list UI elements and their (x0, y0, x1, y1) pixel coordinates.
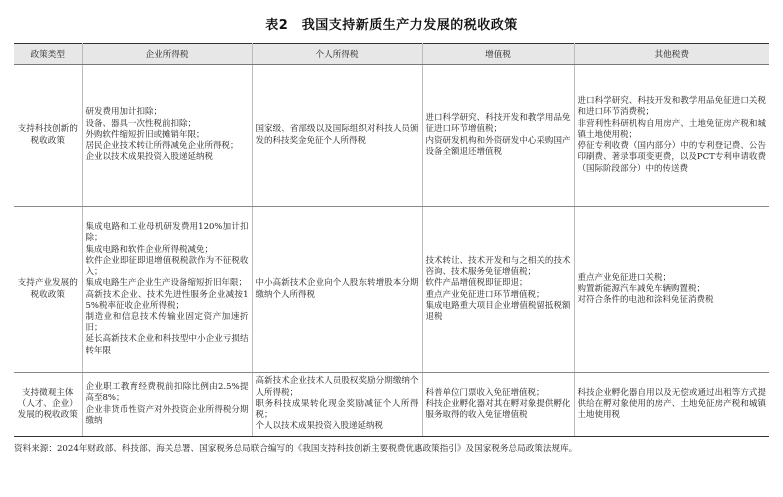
cell-vat (422, 207, 574, 373)
source-note: 资料来源：2024年财政部、科技部、海关总署、国家税务总局联合编写的《我国支持科技创新主要税费优惠政策指引》及国家税务总局政策法规库。 (14, 444, 578, 454)
table-header-row (14, 44, 769, 65)
cell-personal (252, 207, 422, 373)
policy-item: 非营利性科研机构自用房产、土地免征房产税和城镇土地使用税； (577, 118, 766, 140)
policy-item: 对符合条件的电池和涂料免征消费税 (577, 295, 714, 306)
policy-item: 集成电路生产企业生产设备缩短折旧年限； (85, 278, 248, 289)
policy-item: 中小高新技术企业向个人股东转增股本分期缴纳个人所得税 (255, 278, 419, 300)
header-other-taxes: 其他税费 (574, 44, 769, 65)
policy-item: 集成电路和工业母机研发费用120%加计扣除； (85, 222, 249, 244)
header-personal-income-tax: 个人所得税 (252, 44, 422, 65)
policy-item: 企业非货币性资产对外投资企业所得税分期缴纳 (85, 404, 249, 426)
cell-corporate (82, 373, 252, 437)
header-vat: 增值税 (422, 44, 574, 65)
cell-corporate (82, 207, 252, 373)
cell-policy-type: 支持产业发展的税收政策 (14, 207, 82, 373)
policy-item: 软件企业即征即退增值税税款作为不征税收入； (85, 255, 249, 278)
policy-item: 个人以技术成果投资入股递延纳税 (255, 421, 384, 432)
cell-other (574, 207, 769, 373)
cell-personal (252, 373, 422, 437)
table-row (14, 65, 769, 207)
cell-vat (422, 373, 574, 437)
policy-item: 内资研发机构和外资研发中心采购国产设备全额退还增值税 (425, 135, 571, 157)
cell-other (574, 65, 769, 207)
policy-item: 设备、器具一次性税前扣除； (85, 118, 197, 129)
policy-item: 高新技术企业、技术先进性服务企业减按15%税率征收企业所得税； (85, 289, 249, 311)
policy-item: 技术转让、技术开发和与之相关的技术咨询、技术服务免征增值税； (425, 255, 571, 278)
policy-item: 进口科学研究、科技开发和教学用品免征进口关税和进口环节消费税； (577, 96, 766, 118)
policy-item: 企业以技术成果投资入股递延纳税 (85, 152, 214, 163)
table-row (14, 373, 769, 437)
cell-other (574, 373, 769, 437)
cell-vat (422, 65, 574, 207)
cell-policy-type: 支持科技创新的税收政策 (14, 65, 82, 207)
policy-item: 国家级、省部级以及国际组织对科技人员颁发的科技奖金免征个人所得税 (255, 124, 419, 146)
policy-item: 购置新能源汽车减免车辆购置税； (577, 283, 706, 294)
table-row (14, 207, 769, 373)
policy-item: 延长高新技术企业和科技型中小企业亏损结转年限 (85, 334, 249, 356)
policy-item: 停征专利收费（国内部分）中的专利登记费、公告印刷费、著录事项变更费，以及PCT专利申请收费（国际阶段部分）中的传送费 (577, 141, 766, 174)
policy-item: 科技企业孵化器对其在孵对象提供孵化服务取得的收入免征增值税 (425, 398, 571, 421)
policy-item: 集成电路重大项目企业增值税留抵税额退税 (425, 300, 571, 322)
policy-item: 职务科技成果转化现金奖励减征个人所得税； (255, 398, 419, 421)
policy-item: 外购软件缩短折旧或摊销年限； (85, 129, 205, 140)
policy-item: 研发费用加计扣除； (85, 107, 163, 118)
policy-item: 集成电路和软件企业所得税减免； (85, 244, 214, 255)
policy-item: 科普单位门票收入免征增值税； (425, 387, 545, 398)
header-corporate-income-tax: 企业所得税 (82, 44, 252, 65)
cell-policy-type: 支持微观主体（人才、企业）发展的税收政策 (14, 373, 82, 437)
header-policy-type: 政策类型 (14, 44, 82, 65)
policy-item: 高新技术企业技术人员股权奖励分期缴纳个人所得税； (255, 376, 419, 398)
policy-item: 居民企业技术转让所得减免企业所得税； (85, 141, 239, 152)
table-title: 表2 我国支持新质生产力发展的税收政策 (265, 18, 518, 33)
tax-policy-table (14, 43, 769, 437)
policy-item: 进口科学研究、科技开发和教学用品免征进口环节增值税； (425, 113, 571, 135)
policy-item: 制造业和信息技术传输业固定资产加速折旧； (85, 311, 249, 334)
policy-item: 软件产品增值税即征即退； (425, 278, 528, 289)
policy-item: 科技企业孵化器自用以及无偿或通过出租等方式提供给在孵对象使用的房产、土地免征房产税和城镇土地使用税 (577, 387, 766, 421)
cell-corporate (82, 65, 252, 207)
policy-item: 重点产业免征进口关税； (577, 272, 672, 283)
cell-personal (252, 65, 422, 207)
policy-item: 企业职工教育经费税前扣除比例由2.5%提高至8%； (85, 382, 249, 404)
policy-item: 重点产业免征进口环节增值税； (425, 289, 545, 300)
